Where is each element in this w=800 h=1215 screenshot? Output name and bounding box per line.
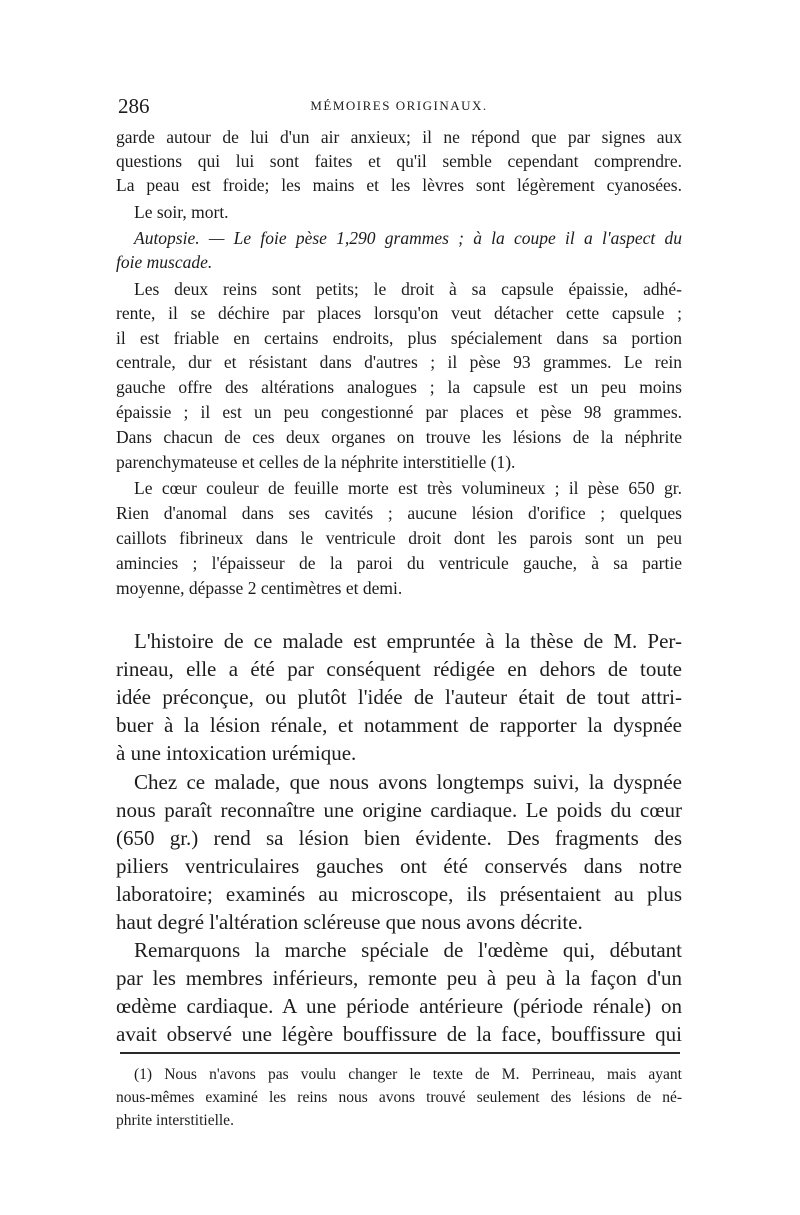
text-line: questions qui lui sont faites et qu'il semble cependant comprendre.	[116, 151, 682, 171]
text-line: rineau, elle a été par conséquent rédigée en dehors de toute	[116, 657, 682, 681]
footnote-line: (1) Nous n'avons pas voulu changer le texte de M. Perrineau, mais ayant	[134, 1066, 682, 1083]
text-line: laboratoire; examinés au microscope, ils présentaient au plus	[116, 882, 682, 906]
text-line: nous paraît reconnaître une origine cardiaque. Le poids du cœur	[116, 798, 682, 822]
text-line: œdème cardiaque. A une période antérieure (période rénale) on	[116, 994, 682, 1018]
text-line: épaissie ; il est un peu congestionné par places et pèse 98 grammes.	[116, 402, 682, 422]
text-line: caillots fibrineux dans le ventricule droit dont les parois sont un peu	[116, 528, 682, 548]
text-line: Chez ce malade, que nous avons longtemps suivi, la dyspnée	[134, 770, 682, 794]
text-line: Rien d'anomal dans ses cavités ; aucune lésion d'orifice ; quelques	[116, 503, 682, 523]
text-line: haut degré l'altération scléreuse que nous avons décrite.	[116, 910, 583, 934]
page-header	[118, 94, 680, 118]
text-line: L'histoire de ce malade est empruntée à la thèse de M. Per-	[134, 629, 682, 653]
footnote-line: phrite interstitielle.	[116, 1112, 234, 1129]
text-line: La peau est froide; les mains et les lèvres sont légèrement cyanosées.	[116, 175, 682, 195]
text-line: Le soir, mort.	[134, 202, 229, 222]
footnote-rule	[120, 1052, 680, 1054]
text-line: centrale, dur et résistant dans d'autres ; il pèse 93 grammes. Le rein	[116, 352, 682, 372]
text-line: Le cœur couleur de feuille morte est très volumineux ; il pèse 650 gr.	[134, 478, 682, 498]
text-line: Remarquons la marche spéciale de l'œdème qui, débutant	[134, 938, 682, 962]
text-line: amincies ; l'épaisseur de la paroi du ventricule gauche, à sa partie	[116, 553, 682, 573]
running-head: MÉMOIRES ORIGINAUX.	[310, 98, 488, 113]
page-number: 286	[118, 94, 150, 118]
text-line: Les deux reins sont petits; le droit à sa capsule épaissie, adhé-	[134, 279, 682, 299]
text-line: foie muscade.	[116, 252, 213, 272]
text-line: Dans chacun de ces deux organes on trouve les lésions de la néphrite	[116, 427, 682, 447]
text-line: (650 gr.) rend sa lésion bien évidente. Des fragments des	[116, 826, 682, 850]
footnote-line: nous-mêmes examiné les reins nous avons trouvé seulement des lésions de né-	[116, 1089, 682, 1106]
text-line: gauche offre des altérations analogues ; la capsule est un peu moins	[116, 377, 682, 397]
text-line: il est friable en certains endroits, plus spécialement dans sa portion	[116, 328, 682, 348]
text-line: moyenne, dépasse 2 centimètres et demi.	[116, 578, 403, 598]
text-line: parenchymateuse et celles de la néphrite interstitielle (1).	[116, 452, 516, 472]
text-line: idée préconçue, ou plutôt l'idée de l'auteur était de tout attri-	[116, 685, 682, 709]
text-line: garde autour de lui d'un air anxieux; il ne répond que par signes aux	[116, 127, 682, 147]
text-line: Autopsie. — Le foie pèse 1,290 grammes ; à la coupe il a l'aspect du	[134, 228, 682, 248]
text-line: piliers ventriculaires gauches ont été conservés dans notre	[116, 854, 682, 878]
text-line: rente, il se déchire par places lorsqu'on veut détacher cette capsule ;	[116, 303, 682, 323]
text-line: à une intoxication urémique.	[116, 741, 357, 765]
text-line: avait observé une légère bouffissure de la face, bouffissure qui	[116, 1022, 682, 1046]
text-line: buer à la lésion rénale, et notamment de rapporter la dyspnée	[116, 713, 682, 737]
text-line: par les membres inférieurs, remonte peu à peu à la façon d'un	[116, 966, 682, 990]
